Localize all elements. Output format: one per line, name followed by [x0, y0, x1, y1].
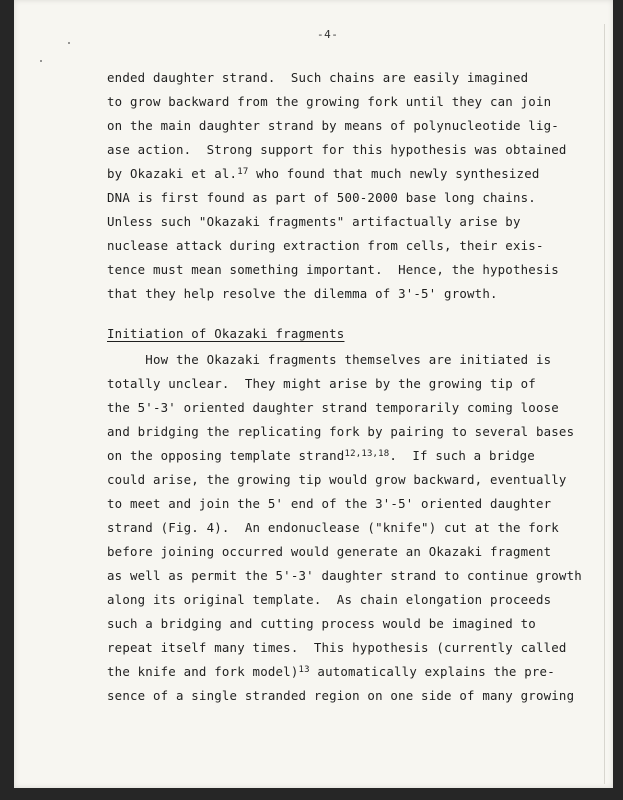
- text-line: and bridging the replicating fork by pairing to several bases: [107, 424, 575, 439]
- text-line: on the main daughter strand by means of polynucleotide lig-: [107, 118, 559, 133]
- text-line: before joining occurred would generate an Okazaki fragment: [107, 544, 552, 559]
- citation-superscript: 17: [237, 167, 249, 177]
- section-heading: Initiation of Okazaki fragments: [107, 326, 345, 341]
- speck-mark: [40, 60, 42, 62]
- page-number: -4-: [317, 28, 339, 41]
- text-line: to meet and join the 5' end of the 3'-5' oriented daughter: [107, 496, 552, 511]
- text-line: DNA is first found as part of 500-2000 base long chains.: [107, 190, 536, 205]
- typewritten-page: [14, 0, 613, 788]
- text-line: by Okazaki et al.$^{17}$ who found that much newly synthesized: [107, 166, 540, 181]
- text-line: such a bridging and cutting process would be imagined to: [107, 616, 536, 631]
- text-line: the knife and fork model)$^{13}$ automatically explains the pre-: [107, 664, 555, 679]
- text-line: ase action. Strong support for this hypothesis was obtained: [107, 142, 567, 157]
- text-line: as well as permit the 5'-3' daughter strand to continue growth: [107, 568, 582, 583]
- text-line: nuclease attack during extraction from cells, their exis-: [107, 238, 544, 253]
- text-line: strand (Fig. 4). An endonuclease ("knife") cut at the fork: [107, 520, 559, 535]
- speck-mark: [68, 42, 70, 44]
- text-line: along its original template. As chain elongation proceeds: [107, 592, 552, 607]
- text-line: could arise, the growing tip would grow backward, eventually: [107, 472, 567, 487]
- body-text: [107, 0, 582, 703]
- citation-superscript: 13: [298, 665, 310, 675]
- text-line: totally unclear. They might arise by the growing tip of: [107, 376, 536, 391]
- page-edge-line: [604, 24, 605, 784]
- text-line: the 5'-3' oriented daughter strand temporarily coming loose: [107, 400, 559, 415]
- text-line: Unless such "Okazaki fragments" artifactually arise by: [107, 214, 521, 229]
- text-line: sence of a single stranded region on one side of many growing: [107, 688, 575, 703]
- text-line: ended daughter strand. Such chains are easily imagined: [107, 70, 529, 85]
- text-line: on the opposing template strand$^{12,13,18}$. If such a bridge: [107, 448, 535, 463]
- text-line: that they help resolve the dilemma of 3'-5' growth.: [107, 286, 498, 301]
- text-line: repeat itself many times. This hypothesis (currently called: [107, 640, 567, 655]
- text-line: to grow backward from the growing fork until they can join: [107, 94, 552, 109]
- citation-superscript: 12,13,18: [344, 449, 390, 459]
- text-line: How the Okazaki fragments themselves are initiated is: [107, 352, 552, 367]
- text-line: tence must mean something important. Hence, the hypothesis: [107, 262, 559, 277]
